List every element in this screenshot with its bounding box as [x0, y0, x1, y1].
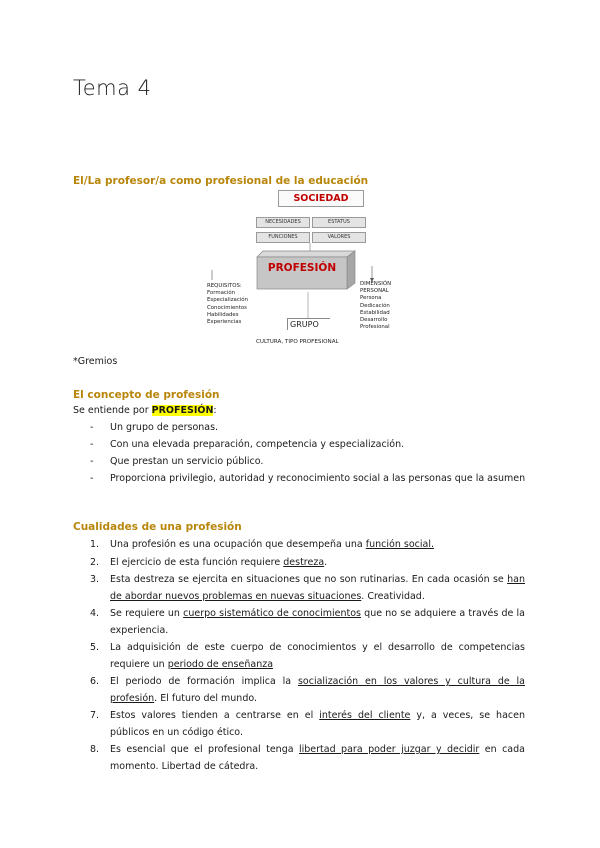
item-text-after: . El futuro del mundo. — [154, 692, 258, 704]
list-item — [73, 572, 525, 605]
item-text: El periodo de formación implica la — [110, 676, 298, 687]
cualidades-list — [73, 537, 525, 776]
item-number: 2. — [90, 556, 100, 568]
item-number: 6. — [90, 676, 100, 687]
item-number: 7. — [90, 710, 100, 721]
item-text: Estos valores tienden a centrarse en el — [110, 710, 320, 721]
item-number: 5. — [90, 642, 100, 653]
diagram-left-item: Conocimientos — [207, 304, 247, 311]
item-text-after: en cada momento. Libertad de cátedra. — [110, 744, 525, 772]
section-heading-concepto: El concepto de profesión — [73, 389, 220, 401]
list-item — [73, 742, 525, 775]
item-text-after: . — [324, 556, 328, 568]
item-text-after: que no se adquiere a través de la experiencia. — [110, 608, 525, 636]
list-item — [73, 674, 525, 707]
item-number: 8. — [90, 744, 100, 755]
diagram-box-funciones: FUNCIONES — [256, 232, 310, 243]
diagram-bottom-label: CULTURA, TIPO PROFESIONAL — [256, 339, 339, 345]
diagram-left-item: Especialización — [207, 297, 249, 304]
diagram-right-item: Persona — [360, 295, 382, 302]
diagram-box-valores: VALORES — [312, 232, 366, 243]
gremios-note: *Gremios — [73, 356, 118, 367]
item-underlined: cuerpo sistemático de conocimientos — [183, 608, 361, 619]
intro-text: Se entiende por — [73, 405, 152, 416]
item-text-after: y, a veces, se hacen públicos en un código ético. — [110, 710, 525, 738]
item-underlined: periodo de enseñanza — [167, 658, 274, 670]
item-underlined: libertad para poder juzgar y decidir — [298, 744, 480, 755]
item-underlined: interés del cliente — [319, 710, 411, 721]
concepto-list — [73, 419, 533, 487]
highlight-profesion: PROFESIÓN — [151, 405, 214, 416]
item-underlined: destreza — [283, 556, 325, 568]
diagram-group-label: GRUPO — [287, 318, 330, 330]
item-number: 1. — [90, 539, 100, 550]
list-item: - Proporciona privilegio, autoridad y reconocimiento social a las personas que la asumen — [73, 470, 533, 487]
item-underlined: socialización en los valores y cultura de la profesión — [110, 676, 525, 704]
concepto-intro — [73, 405, 217, 416]
list-item — [73, 537, 525, 554]
section-heading-profesor: El/La profesor/a como profesional de la educación — [73, 175, 369, 187]
list-item: - Que prestan un servicio público. — [73, 453, 533, 470]
diagram-left-list — [207, 283, 248, 326]
list-item — [73, 640, 525, 673]
list-item: - Un grupo de personas. — [73, 419, 533, 436]
diagram-right-item: Estabilidad — [360, 309, 390, 316]
item-text: El ejercicio de esta función requiere — [110, 556, 284, 568]
item-text-after: . Creatividad. — [361, 590, 425, 602]
diagram-right-head: DIMENSIÓN — [360, 281, 392, 287]
diagram-left-item: Formación — [207, 290, 236, 297]
item-text: Se requiere un — [110, 608, 184, 619]
list-item — [73, 606, 525, 639]
diagram-left-item: Habilidades — [207, 311, 239, 318]
diagram-left-item: Experiencias — [207, 319, 242, 326]
diagram-right-head: PERSONAL — [360, 288, 389, 295]
item-underlined: han de abordar nuevos problemas en nuevas situaciones — [110, 574, 525, 602]
item-underlined: función social. — [365, 539, 434, 550]
diagram-center-label: PROFESIÓN — [267, 262, 337, 274]
list-item — [73, 708, 525, 741]
diagram-right-list — [360, 281, 391, 331]
item-text: La adquisición de este cuerpo de conocimientos y el desarrollo de competencias requiere un — [110, 642, 525, 670]
item-text: Es esencial que el profesional tenga — [110, 744, 299, 755]
diagram-left-head: REQUISITOS: — [207, 283, 242, 289]
diagram-right-item: Dedicación — [360, 302, 390, 309]
item-text: Una profesión es una ocupación que desempeña una — [110, 539, 366, 550]
diagram-top-label: SOCIEDAD — [278, 190, 364, 207]
intro-colon: : — [213, 405, 217, 416]
item-number: 3. — [90, 574, 100, 585]
section-heading-cualidades: Cualidades de una profesión — [73, 521, 242, 533]
diagram-right-item: Desarrollo — [360, 317, 388, 324]
diagram-right-item: Profesional — [360, 324, 390, 331]
item-text: Esta destreza se ejercita en situaciones que no son rutinarias. En cada ocasión se — [110, 574, 508, 585]
diagram-box-estatus: ESTATUS — [312, 217, 366, 228]
page-title: Tema 4 — [73, 76, 152, 100]
list-item — [73, 555, 525, 572]
list-item: - Con una elevada preparación, competencia y especialización. — [73, 436, 533, 453]
diagram-box-necesidades: NECESIDADES — [256, 217, 310, 228]
item-number: 4. — [90, 608, 100, 619]
